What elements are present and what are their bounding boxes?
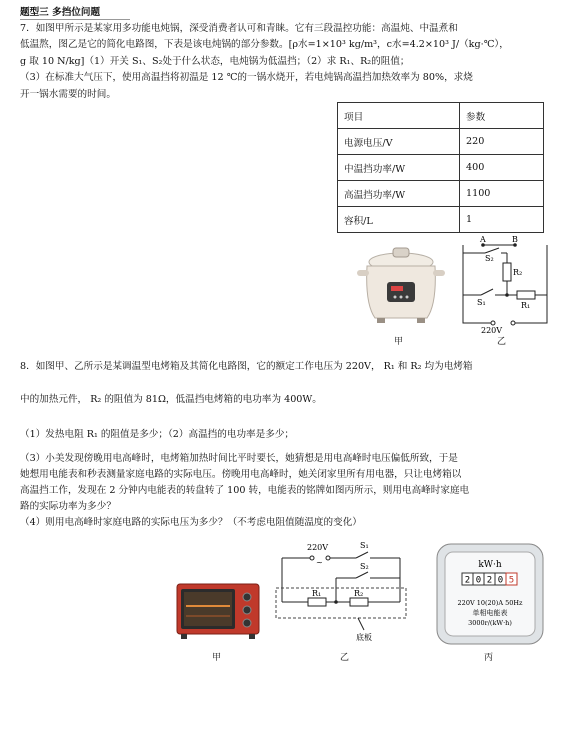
q7-fig-yi-label: 乙 <box>497 337 507 347</box>
ac-symbol: ~ <box>316 558 323 567</box>
meter-digit: 2 <box>486 575 493 586</box>
table-row <box>338 155 544 181</box>
table-cell: 1 <box>460 207 544 233</box>
table-cell: 1100 <box>460 181 544 207</box>
q8-line-8: （4）则用电高峰时家庭电路的实际电压为多少？（不考虑电阻值随温度的变化） <box>20 517 362 528</box>
r1-label: R₁ <box>521 301 531 310</box>
q8-s1-label: S₁ <box>360 541 369 550</box>
table-row <box>338 207 544 233</box>
meter-unit: kW·h <box>478 560 502 570</box>
q8-r1-label: R₁ <box>312 589 322 598</box>
stew-pot-figure <box>355 244 447 328</box>
meter-digit: 2 <box>464 575 471 586</box>
section-title: 题型三 多挡位问题 <box>20 7 101 18</box>
meter-rate: 3000r/(kW·h) <box>468 619 512 627</box>
node-b-label: B <box>512 235 518 244</box>
q7-fig-jia-label: 甲 <box>394 337 404 347</box>
meter-digit: 0 <box>497 575 504 586</box>
q7-line-2: 低温熬，图乙是它的简化电路图，下表是该电炖锅的部分参数。[ρ水=1×10³ kg/m³，c水=4.2×10³ J/（kg·℃）， <box>20 39 509 50</box>
table-header-item: 项目 <box>338 103 460 129</box>
q8-line-3: （1）发热电阻 R₁ 的阻值是多少；（2）高温挡的电功率是多少； <box>20 429 295 440</box>
q8-voltage-label: 220V <box>307 543 329 552</box>
table-cell: 容积/L <box>338 207 460 233</box>
q8-s2-label: S₂ <box>360 562 369 571</box>
q8-fig-bing-label: 丙 <box>484 653 494 663</box>
table-row <box>338 181 544 207</box>
meter-name: 单相电能表 <box>472 609 508 617</box>
table-cell: 400 <box>460 155 544 181</box>
q7-line-3: g 取 10 N/kg]（1）开关 S₁、S₂处于什么状态，电炖锅为低温挡；（2）求 R₁、R₂的阻值； <box>20 56 410 67</box>
q8-line-6: 高温挡工作，发现在 2 分钟内电能表的转盘转了 100 转，电能表的铭牌如图丙所示，则用电高峰时家庭电 <box>20 485 470 496</box>
q7-line-4: （3）在标准大气压下，使用高温挡将初温是 12 ℃的一锅水烧开，若电炖锅高温挡加热效率为 80%，求烧 <box>20 72 473 83</box>
s1-label: S₁ <box>477 298 486 307</box>
q8-fig-jia-label: 甲 <box>212 653 222 663</box>
oven-figure <box>175 582 261 642</box>
q8-line-2: 中的加热元件， R₂ 的阻值为 81Ω，低温挡电烤箱的电功率为 400W。 <box>20 394 322 405</box>
meter-digit-decimal: 5 <box>508 575 515 586</box>
node-a-label: A <box>480 235 486 244</box>
base-label: 底板 <box>356 633 372 642</box>
voltage-label: 220V <box>481 326 503 333</box>
title-rule <box>20 19 130 20</box>
meter-spec: 220V 10(20)A 50Hz <box>457 599 523 607</box>
q7-line-1: 7．如图甲所示是某家用多功能电炖锅，深受消费者认可和青睐。它有三段温控功能：高温炖、中温煮和 <box>20 23 458 34</box>
electric-meter-figure <box>435 542 545 646</box>
q8-line-5: 她想用电能表和秒表测量家庭电路的实际电压。傍晚用电高峰时，她关闭家里所有用电器，只让电烤箱以 <box>20 469 462 480</box>
q7-line-5: 开一锅水需要的时间。 <box>20 89 116 100</box>
q8-line-7: 路的实际功率为多少？ <box>20 501 116 512</box>
q8-line-4: （3）小美发现傍晚用电高峰时，电烤箱加热时间比平时要长，她猜想是用电高峰时电压偏低所致，于是 <box>20 453 458 464</box>
params-table <box>337 102 544 233</box>
table-cell: 中温挡功率/W <box>338 155 460 181</box>
table-cell: 高温挡功率/W <box>338 181 460 207</box>
table-cell: 电源电压/V <box>338 129 460 155</box>
r2-label: R₂ <box>513 268 523 277</box>
meter-digit: 0 <box>475 575 482 586</box>
q8-circuit-diagram <box>272 538 412 643</box>
table-cell: 220 <box>460 129 544 155</box>
q8-r2-label: R₂ <box>354 589 364 598</box>
q7-circuit-diagram <box>455 233 555 333</box>
table-header-value: 参数 <box>460 103 544 129</box>
s2-label: S₂ <box>485 254 494 263</box>
table-header-row <box>338 103 544 129</box>
table-row <box>338 129 544 155</box>
q8-line-1: 8．如图甲、乙所示是某调温型电烤箱及其简化电路图，它的额定工作电压为 220V， R₁ 和 R₂ 均为电烤箱 <box>20 361 473 372</box>
q8-fig-yi-label: 乙 <box>340 653 350 663</box>
